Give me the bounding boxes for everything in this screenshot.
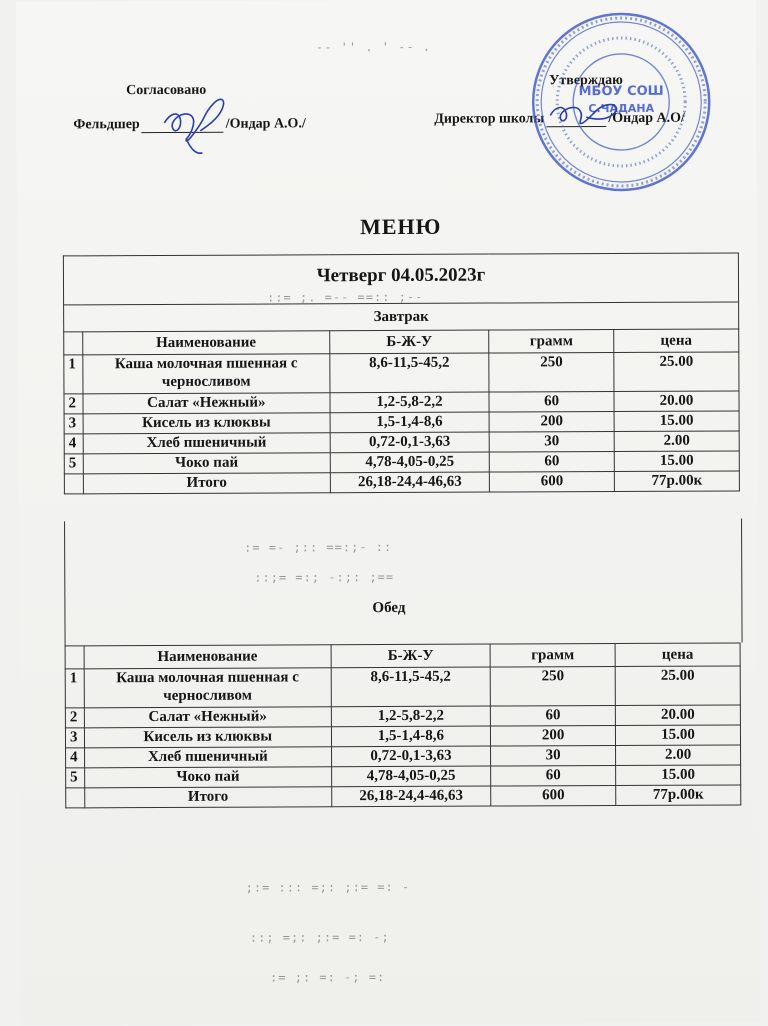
row-price: 20.00 [614,391,739,412]
row-gram: 60 [489,452,614,473]
row-bju: 8,6-11,5-45,2 [329,353,489,393]
copy-noise: := =- ;:: ==:;- :: [244,539,393,555]
row-num: 1 [65,669,84,708]
medic-role: Фельдшер [73,117,140,133]
row-num: 5 [66,768,85,788]
copy-noise: ::;= =:; -:;: ;== [254,569,395,585]
header-gram: грамм [489,330,614,354]
header-gram: грамм [490,644,615,668]
row-price: 15.00 [615,725,740,746]
director-name: /Ондар А.О/ [608,110,685,127]
table-header-row [65,643,740,669]
meal-title-breakfast: Завтрак [64,302,739,332]
row-name: Салат «Нежный» [84,707,331,728]
table-row [64,352,739,394]
svg-text:МБОУ СОШ: МБОУ СОШ [578,83,664,100]
svg-text:С.ЧАДАНА: С.ЧАДАНА [588,101,655,116]
row-num: 3 [65,728,84,748]
row-name: Хлеб пшеничный [84,747,331,768]
row-price: 15.00 [616,765,741,786]
copy-noise: -- '' . ' -- . [315,39,432,55]
row-num: 4 [64,434,83,454]
lunch-table [65,642,742,808]
approve-label: Утверждаю [549,72,623,89]
row-gram: 200 [491,726,616,747]
row-bju: 0,72-0,1-3,63 [331,746,491,767]
row-gram: 200 [489,412,614,433]
row-bju: 1,5-1,4-8,6 [331,726,491,747]
row-num: 5 [64,454,83,474]
row-num: 2 [65,708,84,728]
header-num [65,646,84,669]
meal-title-lunch: Обед [372,599,406,617]
header-price: цена [615,643,740,667]
table-gap [64,518,743,645]
header-bju: Б-Ж-У [329,330,489,354]
page-title: МЕНЮ [360,213,442,240]
copy-noise: ::= ;. =-- ==:: ;-- [267,289,424,305]
copy-noise: ;:= ::: =;: ;:= =: - [245,879,411,895]
row-num: 2 [64,394,83,414]
day-row [63,253,738,305]
director-role: Директор школы [434,111,545,127]
row-name: Чоко пай [85,767,332,788]
row-price: 20.00 [615,705,740,726]
row-bju: 1,2-5,8-2,2 [331,706,491,727]
row-bju: 4,78-4,05-0,25 [331,766,491,787]
total-bju: 26,18-24,4-46,63 [331,786,491,807]
header-name: Наименование [83,331,330,355]
row-gram: 30 [491,746,616,767]
row-gram: 60 [491,706,616,727]
row-name: Кисель из клюквы [83,413,330,434]
row-price: 15.00 [614,451,739,472]
day-date: Четверг 04.05.2023г [63,253,738,305]
breakfast-table [63,252,740,494]
medic-name: /Ондар А.О./ [225,116,306,132]
header-bju: Б-Ж-У [331,644,491,668]
row-bju: 0,72-0,1-3,63 [330,432,490,453]
row-price: 25.00 [615,666,740,706]
row-name: Каша молочная пшенная с черносливом [84,668,331,708]
header-num [64,332,83,355]
row-name: Салат «Нежный» [83,393,330,414]
row-gram: 250 [490,667,615,707]
total-num [64,474,83,494]
total-bju: 26,18-24,4-46,63 [330,472,490,493]
total-row [66,785,741,808]
total-gram: 600 [491,786,616,807]
total-gram: 600 [490,472,615,493]
row-bju: 8,6-11,5-45,2 [331,667,491,707]
row-price: 25.00 [614,352,739,392]
row-bju: 1,5-1,4-8,6 [330,412,490,433]
row-bju: 4,78-4,05-0,25 [330,452,490,473]
total-num [66,788,85,808]
header-name: Наименование [84,645,331,669]
copy-noise: ::; =;: ;:= =: -; [249,929,390,945]
document-sheet [16,0,760,1026]
row-num: 1 [64,355,83,394]
row-gram: 60 [489,392,614,413]
meal-row [64,302,739,332]
director-signature [546,95,626,131]
row-gram: 30 [489,432,614,453]
table-header-row [64,329,739,355]
header-price: цена [614,329,739,353]
row-bju: 1,2-5,8-2,2 [330,392,490,413]
row-gram: 250 [489,353,614,393]
row-price: 2.00 [615,745,740,766]
total-row [64,471,739,494]
total-price: 77р.00к [614,471,739,492]
agreed-label: Согласовано [126,82,207,99]
copy-noise: := ;: =: -; =: [269,970,386,985]
row-price: 2.00 [614,431,739,452]
row-num: 3 [64,414,83,434]
row-name: Каша молочная пшенная с черносливом [83,354,330,394]
total-price: 77р.00к [616,785,741,806]
total-label: Итого [83,473,330,494]
row-price: 15.00 [614,411,739,432]
row-name: Хлеб пшеничный [83,433,330,454]
row-num: 4 [66,748,85,768]
row-gram: 60 [491,766,616,787]
row-name: Кисель из клюквы [84,727,331,748]
row-name: Чоко пай [83,453,330,474]
table-row [65,666,740,708]
medic-signature [156,83,236,159]
total-label: Итого [85,787,332,808]
